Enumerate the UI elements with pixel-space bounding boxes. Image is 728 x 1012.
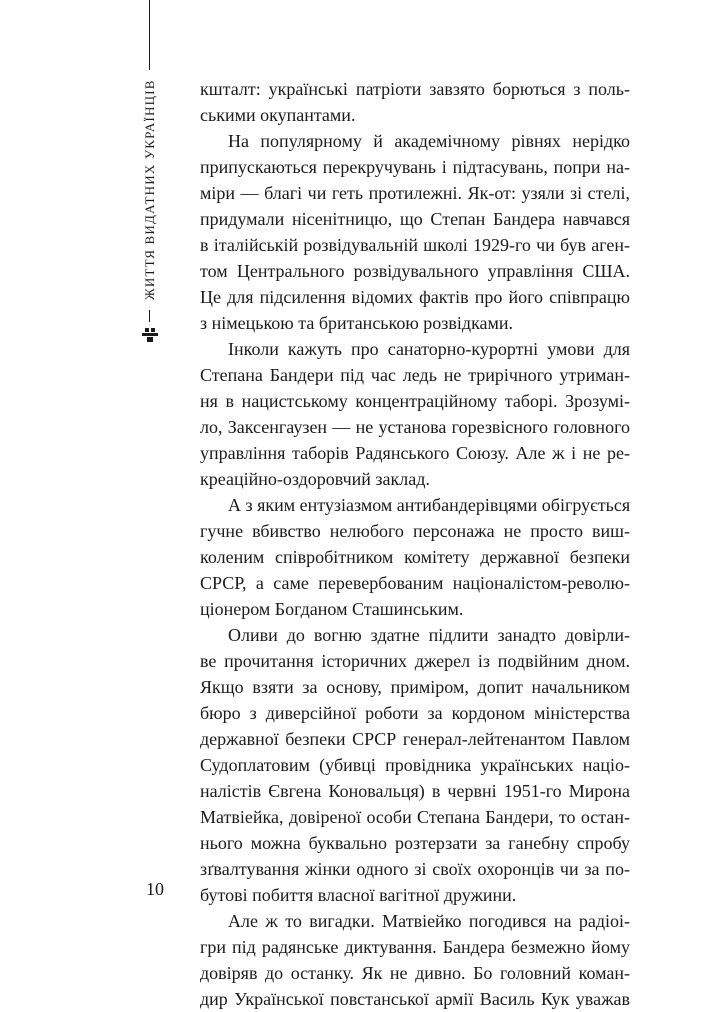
text-line: коленим співробітником комітету державної безпеки (200, 547, 630, 567)
text-line: в італійській розвідувальній школі 1929-го чи був аген- (200, 235, 630, 255)
text-line: Якщо взяти за основу, приміром, допит начальником (200, 677, 630, 697)
text-line: том Центрального розвідувального управління США. (200, 261, 630, 281)
text-line: бюро з диверсійної роботи за кордоном міністерства (200, 703, 630, 723)
text-line: дир Української повстанської армії Василь Кук уважав (200, 989, 630, 1009)
text-line: Це для підсилення відомих фактів про його співпрацю (200, 287, 630, 307)
text-line: СРСР, а саме перевербованим націоналістом-револю- (200, 573, 630, 593)
text-line: Степана Бандери під час ледь не трирічного утриман- (200, 365, 630, 385)
page-number: 10 (146, 879, 164, 899)
running-head: ЖИТТЯ ВИДАТНИХ УКРАЇНЦІВ (137, 70, 163, 310)
text-line: Оливи до вогню здатне підлити занадто довірли- (228, 625, 630, 645)
text-line: А з яким ентузіазмом антибандерівцями обігрується (228, 495, 631, 515)
text-line: придумали нісенітницю, що Степан Бандера навчався (200, 209, 630, 229)
text-line: ве прочитання історичних джерел із подвійним дном. (200, 651, 630, 671)
text-line: налістів Євгена Коновальця) в червні 1951-го Мирона (200, 781, 630, 801)
text-line: міри — благі чи геть протилежні. Як-от: узяли зі стелі, (200, 183, 630, 203)
text-line: На популярному й академічному рівнях нерідко (228, 131, 630, 151)
text-line: гри під радянське диктування. Бандера безмежно йому (200, 937, 630, 957)
text-line: зґвалтування жінки одного зі своїх охоронців чи за по- (200, 859, 630, 879)
text-line: Матвіейка, довіреної особи Степана Бандери, то остан- (200, 807, 630, 827)
text-line: ськими окупантами. (200, 105, 356, 125)
text-line: припускаються перекручувань і підтасувань, попри на- (200, 157, 630, 177)
text-line: Судоплатовим (убивці провідника українських націо- (200, 755, 630, 775)
text-line: управління таборів Радянського Союзу. Але ж і не ре- (200, 443, 630, 463)
text-line: кшталт: українські патріоти завзято борються з поль- (200, 79, 630, 99)
text-line: ло, Заксенгаузен — не установа горезвісного головного (200, 417, 630, 437)
body-text (200, 76, 630, 1012)
text-line: креаційно-оздоровчий заклад. (200, 469, 430, 489)
text-line: ня в нацистському концентраційному таборі. Зрозумі- (200, 391, 630, 411)
text-line: ціонером Богданом Сташинським. (200, 599, 464, 619)
text-line: бутові побиття власної вагітної дружини. (200, 885, 517, 905)
text-line: з німецькою та британською розвідками. (200, 313, 514, 333)
text-line: Але ж то вигадки. Матвіейко погодився на радіоі- (228, 911, 630, 931)
text-line: довіряв до останку. Як не дивно. Бо головний коман- (200, 963, 630, 983)
text-line: Інколи кажуть про санаторно-курортні умови для (228, 339, 630, 359)
text-line: гучне вбивство нелюбого персонажа не просто виш- (200, 521, 630, 541)
text-line: нього можна буквально розтерзати за ганебну спробу (200, 833, 630, 853)
ornament-icon (142, 328, 158, 344)
text-line: державної безпеки СРСР генерал-лейтенантом Павлом (200, 729, 630, 749)
